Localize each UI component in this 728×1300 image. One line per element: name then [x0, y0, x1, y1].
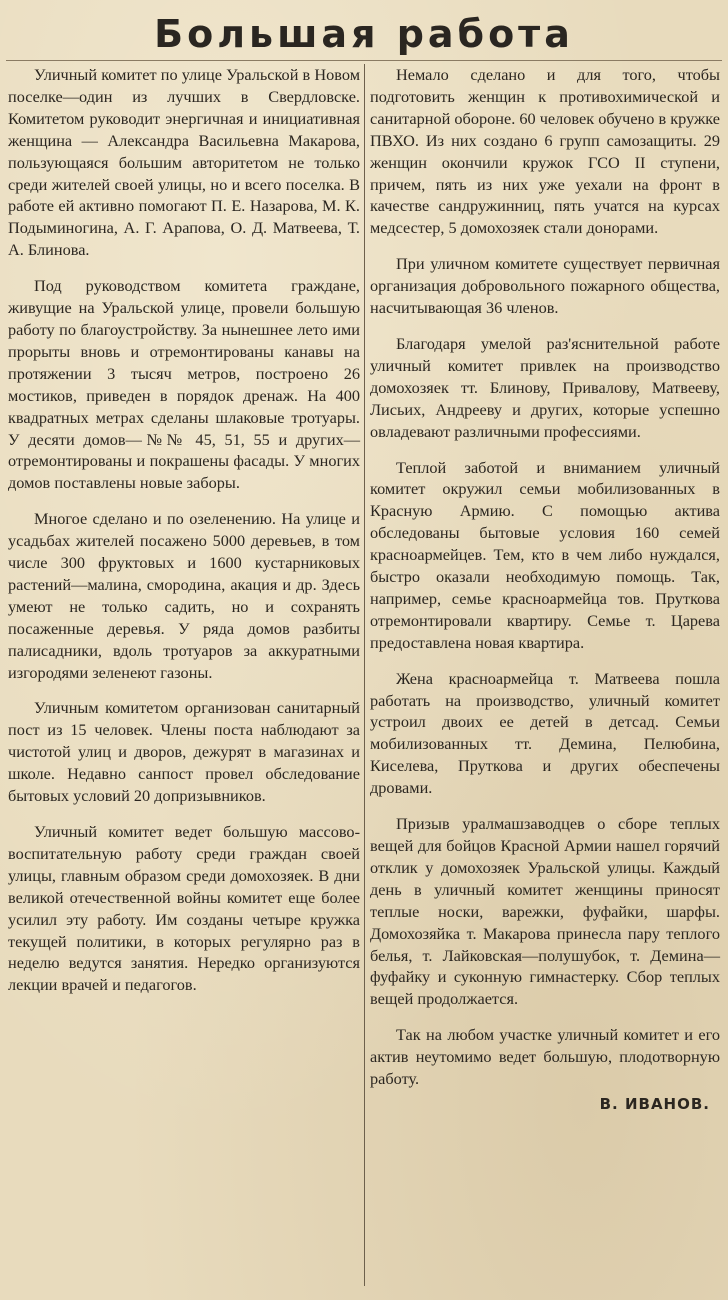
right-paragraph-7: Так на любом участке уличный комитет и его актив неутомимо ведет большую, плодотворную работу.: [370, 1025, 720, 1089]
paragraph-gap: [370, 319, 720, 333]
paragraph-gap: [370, 239, 720, 253]
left-paragraph-5: Уличный комитет ведет большую массово-воспитательную работу среди граждан своей улицы, главным образом среди домохозяек. В дни великой отечественной войны комитет еще более усилил эту работу. Им созданы четыре кружка текущей политики, в которых регулярно раз в неделю ведутся занятия. Нередко организуются лекции врачей и педагогов.: [8, 822, 360, 995]
paragraph-gap: [8, 683, 360, 697]
right-paragraph-3: Благодаря умелой раз'яснительной работе уличный комитет привлек на производство домохозяек тт. Блинову, Привалову, Матвееву, Лисьих, Андрееву и других, которые успешно овладевают различными профессиями.: [370, 333, 720, 441]
paragraph-gap: [370, 799, 720, 813]
right-paragraph-6: Призыв уралмашзаводцев о сборе теплых вещей для бойцов Красной Армии нашел горячий отклик у домохозяек Уральской улицы. Каждый день в уличный комитет женщины приносят теплые носки, варежки, фуфайки, шарфы. Домохозяйка т. Макарова принесла пару теплого белья, т. Лайковская—полушубок, т. Демина—фуфайку и суконную гимнастерку. Сбор теплых вещей продолжается.: [370, 814, 720, 1009]
paragraph-gap: [8, 494, 360, 508]
author-signature: В. ИВАНОВ.: [599, 1094, 710, 1113]
right-paragraph-5: Жена красноармейца т. Матвеева пошла работать на производство, уличный комитет устроил двоих ее детей в детсад. Семьи мобилизованных тт. Демина, Пелюбина, Киселева, Пруткова и других обеспечены дровами.: [370, 668, 720, 798]
right-column: [370, 64, 720, 1116]
paragraph-gap: [8, 261, 360, 275]
left-paragraph-2: Под руководством комитета граждане, живущие на Уральской улице, провели большую работу по благоустройству. За нынешнее лето ими прорыты вновь и отремонтированы канавы на протяжении 3 тысяч метров, построено 26 мостиков, приведен в порядок дренаж. На 400 квадратных метрах сделаны шлаковые тротуары. У десяти домов—№№ 45, 51, 55 и других—отремонтированы и покрашены фасады. У многих домов поставлены новые заборы.: [8, 276, 360, 493]
left-column: [8, 64, 360, 996]
paragraph-gap: [370, 654, 720, 668]
headline-rule: [6, 60, 722, 61]
paragraph-gap: [370, 443, 720, 457]
right-paragraph-4: Теплой заботой и вниманием уличный комитет окружил семьи мобилизованных в Красную Армию. С помощью актива обследованы бытовые условия 160 семей красноармейцев. Тем, кто в чем либо нуждался, быстро оказали необходимую помощь. Так, например, семье красноармейца тов. Пруткова отремонтировали квартиру. Семье т. Царева предоставлена новая квартира.: [370, 457, 720, 652]
paragraph-gap: [370, 1010, 720, 1024]
paragraph-gap: [8, 807, 360, 821]
column-divider: [364, 64, 365, 1286]
left-paragraph-1: Уличный комитет по улице Уральской в Новом поселке—один из лучших в Свердловске. Комитетом руководит энергичная и инициативная женщина — Александра Васильевна Макарова, пользующаяся большим авторитетом не только среди жителей своей улицы, но и всего поселка. В работе ей активно помогают П. Е. Назарова, М. К. Подыминогина, А. Г. Арапова, О. Д. Матвеева, Т. А. Блинова.: [8, 65, 360, 260]
left-paragraph-3: Многое сделано и по озеленению. На улице и усадьбах жителей посажено 5000 деревьев, в том числе 300 фруктовых и 1600 кустарниковых растений—малина, смородина, акация и др. Здесь умеют не только садить, но и сохранять посаженные деревья. У ряда домов разбиты палисадники, вдоль тротуаров за аккуратными изгородями зеленеют газоны.: [8, 509, 360, 682]
right-paragraph-2: При уличном комитете существует первичная организация добровольного пожарного общества, насчитывающая 36 членов.: [370, 254, 720, 318]
left-paragraph-4: Уличным комитетом организован санитарный пост из 15 человек. Члены поста наблюдают за чистотой улиц и дворов, дежурят в магазинах и школе. Недавно санпост провел обследование бытовых условий 20 допризывников.: [8, 698, 360, 806]
right-paragraph-1: Немало сделано и для того, чтобы подготовить женщин к противохимической и санитарной обороне. 60 человек обучено в кружке ПВХО. Из них создано 6 групп самозащиты. 29 женщин окончили кружок ГСО II ступени, причем, пять из них уже уехали на фронт в качестве сандружинниц, пять учатся на курсах медсестер, 5 домохозяек стали донорами.: [370, 65, 720, 238]
article-headline: Большая работа: [154, 12, 574, 56]
